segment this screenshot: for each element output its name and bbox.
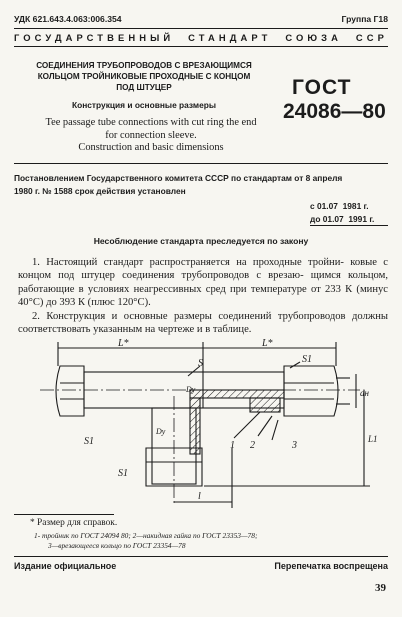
paragraph-1-line: ковые с концом под штуцер соединения трубопроводов с врезаю- (18, 257, 389, 282)
title-rule (14, 163, 388, 164)
paragraph-1-line: щимся кольцом, работающие в условиях неагрессивных сред при (18, 270, 388, 295)
label-part-3: 3 (292, 440, 297, 451)
legal-notice: Несоблюдение стандарта преследуется по закону (93, 236, 309, 246)
title-ru-line: ПОД ШТУЦЕР (116, 83, 172, 92)
paragraph-1 (18, 256, 388, 310)
footnote-rule (14, 514, 114, 515)
label-part-2: 2 (250, 440, 255, 451)
gost-number: 24086—80 (283, 100, 386, 123)
title-ru (14, 60, 274, 93)
label-L1: L1 (368, 434, 378, 444)
reprint-prohibited: Перепечатка воспрещена (274, 561, 388, 571)
section-hatch-nut (250, 398, 280, 412)
decree-underline (310, 225, 388, 226)
footnote-reference: * Размер для справок. (30, 518, 118, 528)
paragraph-2 (18, 310, 388, 337)
right-union-nut (284, 366, 338, 416)
header-rule-top (14, 28, 388, 29)
label-dn: dн (360, 388, 369, 398)
decree-line: 1980 г. № 1588 срок действия установлен (14, 186, 186, 196)
section-hatch-horizontal (190, 390, 284, 398)
leader-2 (258, 416, 272, 436)
left-union-nut (56, 366, 84, 416)
state-standard-banner: ГОСУДАРСТВЕННЫЙ СТАНДАРТ СОЮЗА ССР (14, 32, 388, 43)
gost-label: ГОСТ (292, 76, 352, 99)
label-S1-top: S1 (302, 354, 312, 365)
paragraph-2-line: должны соответствовать указанным на чертеже и в таблице. (18, 311, 388, 336)
label-S1-left: S1 (84, 436, 94, 447)
page-number: 39 (375, 582, 386, 594)
decree-text (14, 172, 388, 198)
label-L-left: L* (118, 338, 129, 349)
title-en-line: for connection sleeve. (105, 129, 197, 141)
title-ru-line: КОЛЬЦОМ ТРОЙНИКОВЫЕ ПРОХОДНЫЕ С КОНЦОМ (37, 72, 251, 81)
leader-1 (234, 412, 260, 438)
label-Dy-horizontal: Dy (156, 427, 166, 436)
group-code: Группа Г18 (341, 14, 388, 24)
title-en-line: Tee passage tube connections with cut ring the end (45, 117, 257, 128)
header-rule-bottom (14, 46, 388, 47)
footer-rule (14, 556, 388, 557)
title-ru-subtitle: Конструкция и основные размеры (71, 100, 217, 110)
title-en-line: Construction and basic dimensions (78, 142, 224, 153)
label-L-right: L* (262, 338, 273, 349)
footnote-parts-2: 3—врезающееся кольцо по ГОСТ 23354—78 (48, 541, 186, 550)
label-Dy-vertical: Dy (186, 385, 196, 394)
paragraph-2-line: 2. Конструкция и основные размеры соединений трубопроводов (32, 311, 346, 322)
leader-3 (272, 420, 278, 440)
leader-S1 (290, 362, 300, 368)
effective-from: с 01.07 1981 г. (310, 201, 369, 211)
paragraph-1-line: температуре от 233 К (минус 40°С) до 393 К (плюс 120°С). (18, 283, 388, 309)
udk-code: УДК 621.643.4.063:006.354 (14, 14, 122, 24)
title-en (8, 117, 294, 155)
official-edition: Издание официальное (14, 561, 117, 571)
paragraph-1-line: 1. Настоящий стандарт распространяется на проходные тройни- (32, 257, 344, 268)
section-hatch-vertical (190, 398, 200, 454)
effective-to: до 01.07 1991 г. (310, 214, 375, 224)
footnote-parts-1: 1- тройник по ГОСТ 24094 80; 2—накидная гайка по ГОСТ 23353—78; (34, 531, 258, 540)
label-part-1: 1 (230, 440, 235, 451)
tee-connection-drawing (0, 336, 402, 514)
label-S: S (198, 358, 203, 369)
label-l: l (198, 491, 201, 502)
title-ru-line: СОЕДИНЕНИЯ ТРУБОПРОВОДОВ С ВРЕЗАЮЩИМСЯ (36, 61, 252, 70)
decree-line: Постановлением Государственного комитета СССР по стандартам от 8 апреля (14, 173, 343, 183)
label-S1-bottom: S1 (118, 468, 128, 479)
